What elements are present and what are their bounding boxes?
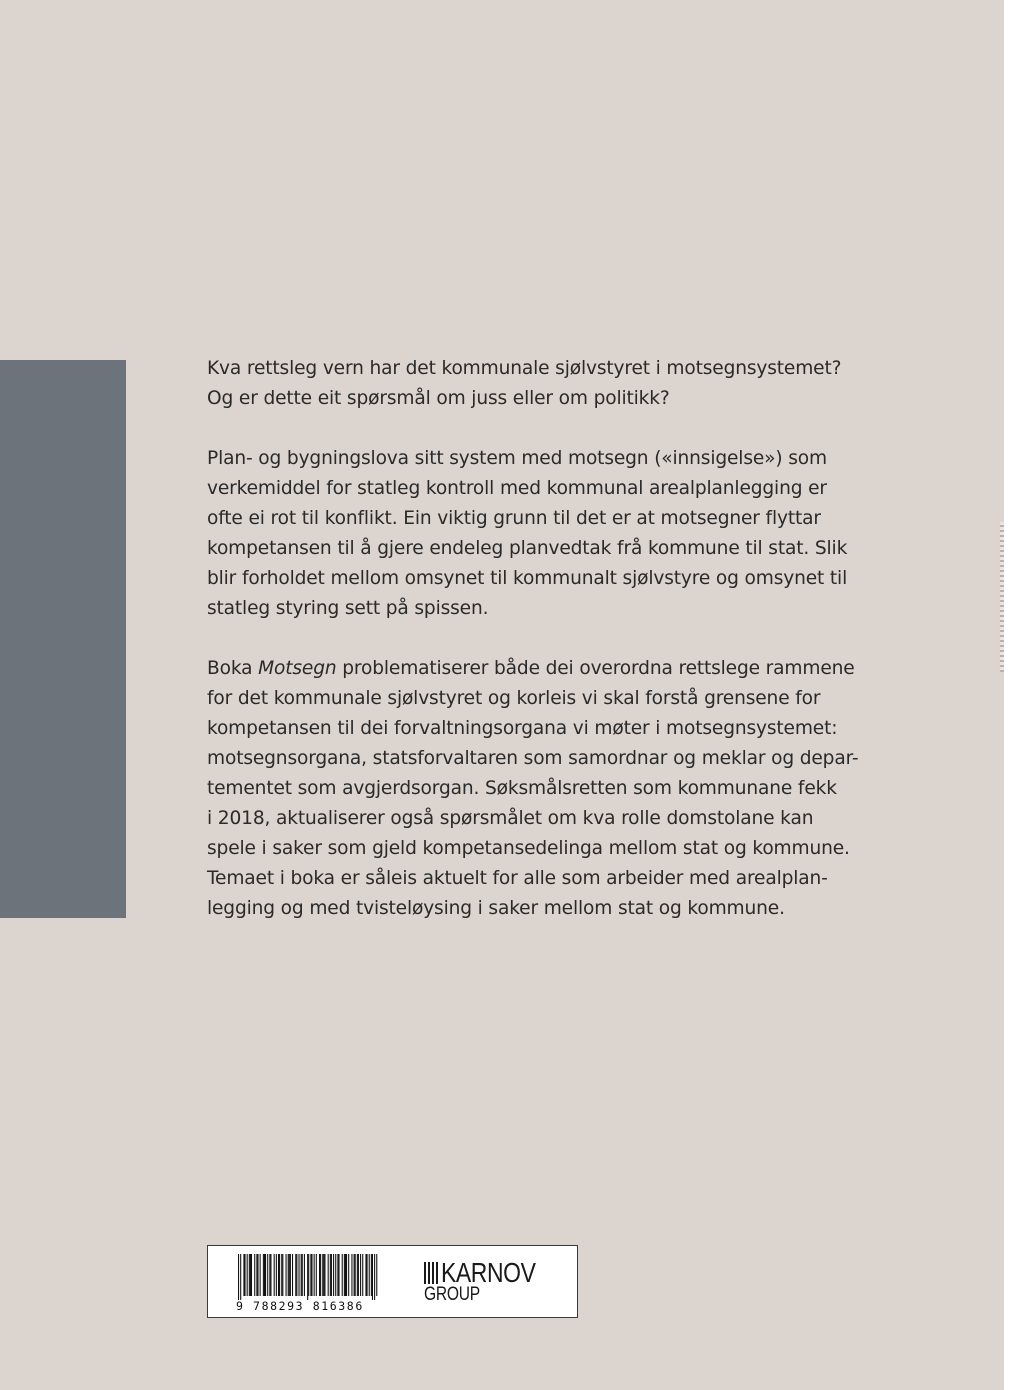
barcode-bar <box>360 1254 361 1296</box>
isbn-digits: 9 788293 816386 <box>236 1299 364 1313</box>
barcode-bar <box>278 1254 279 1296</box>
barcode-bar <box>288 1254 289 1296</box>
barcode-bar <box>346 1254 347 1296</box>
publisher-name: KARNOV <box>441 1257 536 1288</box>
barcode-bar <box>279 1254 280 1296</box>
blurb-text: problematiserer både dei overordna rettslege rammene <box>336 658 855 679</box>
barcode-bar <box>354 1254 355 1296</box>
barcode-bar <box>342 1254 343 1296</box>
blurb-line: kompetansen til å gjere endeleg planvedtak frå kommune til stat. Slik <box>207 538 848 559</box>
barcode-bar <box>301 1254 302 1296</box>
barcode-bar <box>372 1254 373 1300</box>
barcode-bar <box>338 1254 339 1296</box>
blurb-line: Temaet i boka er såleis aktuelt for alle som arbeider med arealplan- <box>207 868 828 889</box>
barcode-bar <box>304 1254 305 1296</box>
publisher-group: GROUP <box>424 1284 480 1305</box>
barcode-bar <box>323 1254 324 1296</box>
barcode-bar <box>345 1254 346 1296</box>
side-color-block <box>0 360 126 918</box>
barcode-bar <box>351 1254 352 1296</box>
barcode-bar <box>335 1254 336 1296</box>
barcode-bar <box>249 1254 250 1296</box>
barcode-bar <box>302 1254 303 1296</box>
barcode-bar <box>367 1254 368 1296</box>
barcode-bar <box>281 1254 282 1296</box>
barcode-bar <box>254 1254 255 1296</box>
barcode-bar <box>316 1254 317 1296</box>
barcode-bar <box>369 1254 370 1296</box>
barcode-bar <box>376 1254 377 1296</box>
barcode-bar <box>282 1254 283 1296</box>
barcode-bar <box>374 1254 375 1300</box>
blurb-paragraph-3 <box>207 654 859 924</box>
barcode-bar <box>333 1254 334 1296</box>
barcode-bar <box>348 1254 349 1296</box>
barcode-bar <box>308 1254 309 1296</box>
cover-edge-detail <box>1000 522 1004 672</box>
barcode-bar <box>238 1254 239 1300</box>
blurb-line: ofte ei rot til konflikt. Ein viktig grunn til det er at motsegner flyttar <box>207 508 821 529</box>
barcode-bar <box>320 1254 321 1296</box>
barcode-bar <box>330 1254 331 1296</box>
barcode-bar <box>251 1254 252 1296</box>
barcode-bar <box>247 1254 248 1296</box>
barcode-bar <box>244 1254 245 1296</box>
blurb-line <box>207 654 855 684</box>
barcode-bar <box>328 1254 329 1296</box>
barcode-bar <box>331 1254 332 1296</box>
blurb-paragraph-2 <box>207 444 847 624</box>
barcode-bar <box>365 1254 366 1296</box>
barcode-bar <box>240 1254 241 1300</box>
barcode-bar <box>310 1254 311 1296</box>
barcode-bar <box>311 1254 312 1296</box>
barcode-bar <box>256 1254 257 1296</box>
blurb-line: tementet som avgjerdsorgan. Søksmålsretten som kommunane fekk <box>207 778 837 799</box>
barcode-bar <box>265 1254 266 1296</box>
barcode-bar <box>314 1254 315 1296</box>
barcode-bar <box>357 1254 358 1296</box>
barcode-bar <box>371 1254 372 1296</box>
blurb-line: for det kommunale sjølvstyret og korleis vi skal forstå grensene for <box>207 688 821 709</box>
barcode-bar <box>319 1254 320 1296</box>
barcode-bar <box>263 1254 264 1296</box>
barcode-bar <box>274 1254 275 1296</box>
blurb-line: motsegnsorgana, statsforvaltaren som samordnar og meklar og depar- <box>207 748 859 769</box>
barcode-bar <box>264 1254 265 1296</box>
barcode-bar <box>286 1254 287 1296</box>
barcode <box>238 1254 378 1300</box>
barcode-bar <box>270 1254 271 1296</box>
blurb-line: Kva rettsleg vern har det kommunale sjølvstyret i motsegnsystemet? <box>207 358 842 379</box>
logo-stripes-icon <box>424 1262 438 1284</box>
blurb-text: Boka <box>207 658 259 679</box>
barcode-bar <box>292 1254 293 1296</box>
blurb-line: Og er dette eit spørsmål om juss eller om politikk? <box>207 388 670 409</box>
barcode-bar <box>243 1254 244 1296</box>
blurb-line: spele i saker som gjeld kompetansedelinga mellom stat og kommune. <box>207 838 850 859</box>
blurb-line: verkemiddel for statleg kontroll med kommunal arealplanlegging er <box>207 478 827 499</box>
barcode-bar <box>358 1254 359 1296</box>
barcode-bar <box>290 1254 291 1296</box>
barcode-bar <box>362 1254 363 1296</box>
blurb-paragraph-1 <box>207 354 847 414</box>
barcode-bar <box>269 1254 270 1296</box>
barcode-bar <box>257 1254 258 1296</box>
barcode-bar <box>296 1254 297 1296</box>
barcode-bar <box>260 1254 261 1296</box>
blurb-line: i 2018, aktualiserer også spørsmålet om kva rolle domstolane kan <box>207 808 814 829</box>
barcode-bar <box>307 1254 308 1300</box>
blurb-line: Plan- og bygningslova sitt system med motsegn («innsigelse») som <box>207 448 827 469</box>
blurb-line: kompetansen til dei forvaltningsorgana vi møter i motsegnsystemet: <box>207 718 838 739</box>
publisher-logo <box>424 1257 556 1305</box>
blurb-line: blir forholdet mellom omsynet til kommunalt sjølvstyre og omsynet til <box>207 568 848 589</box>
back-cover-blurb <box>207 354 859 954</box>
barcode-bar <box>355 1254 356 1296</box>
barcode-bar <box>250 1254 251 1296</box>
barcode-bar <box>276 1254 277 1296</box>
barcode-bar <box>267 1254 268 1296</box>
book-title: Motsegn <box>258 658 337 679</box>
barcode-bar <box>322 1254 323 1296</box>
barcode-bar <box>344 1254 345 1296</box>
barcode-bar <box>295 1254 296 1296</box>
barcode-bar <box>298 1254 299 1296</box>
barcode-panel <box>207 1245 578 1318</box>
barcode-bar <box>324 1254 325 1296</box>
blurb-line: statleg styring sett på spissen. <box>207 598 489 619</box>
barcode-bar <box>337 1254 338 1296</box>
barcode-bar <box>289 1254 290 1296</box>
page-edge <box>1004 0 1009 1390</box>
blurb-line: legging og med tvisteløysing i saker mellom stat og kommune. <box>207 898 785 919</box>
